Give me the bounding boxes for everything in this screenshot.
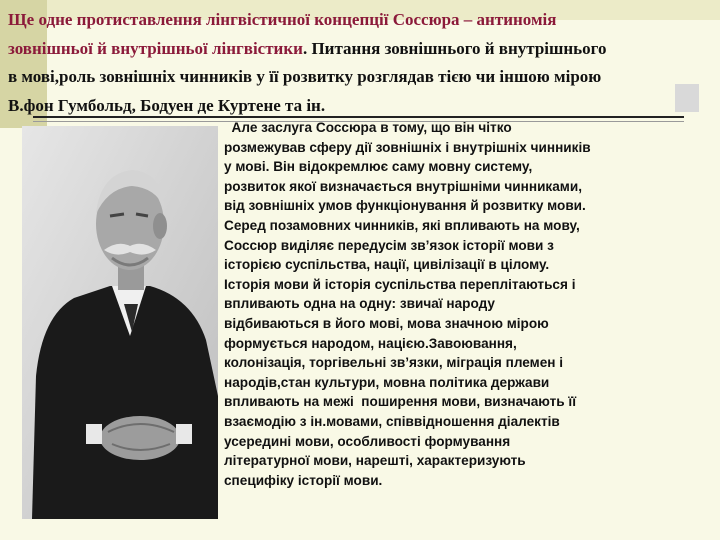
heading-rest-line-1: в мові,роль зовнішніх чинників у її розвитку розглядав тією чи іншою мірою <box>8 67 602 86</box>
heading-accent-tail: . <box>302 38 308 58</box>
body-line: Серед позамовних чинників, які впливають на мову, <box>224 217 580 233</box>
heading-rest-first: Питання зовнішнього й внутрішнього <box>307 38 607 58</box>
body-line: розвиток якої визначається внутрішніми чинниками, <box>224 178 582 194</box>
body-line: впливають одна на одну: звичаї народу <box>224 296 495 312</box>
body-line: Історія мови й історія суспільства переплітаються і <box>224 276 576 292</box>
body-line: відбиваються в його мові, мова значною мірою <box>224 315 549 331</box>
heading-rest-line-2: В.фон Гумбольд, Бодуен де Куртене та ін. <box>8 95 326 115</box>
body-line: Соссюр виділяє передусім зв’язок історії мови з <box>224 237 554 253</box>
portrait-photo <box>22 126 218 519</box>
body-paragraph <box>224 118 716 490</box>
body-line: Але заслуга Соссюра в тому, що він чітко <box>224 120 512 135</box>
heading-accent-line-1: Ще одне протиставлення лінгвістичної концепції Соссюра – антиномія <box>8 10 557 29</box>
body-line: взаємодію з ін.мовами, співвідношення діалектів <box>224 413 560 429</box>
body-line: історією суспільства, нації, цивілізації в цілому. <box>224 257 550 273</box>
heading-accent-line-2: зовнішньої й внутрішньої лінгвістики <box>8 38 303 58</box>
body-line: впливають на межі поширення мови, визначають її <box>224 394 577 410</box>
body-line: специфіку історії мови. <box>224 472 383 488</box>
slide-heading <box>8 6 714 120</box>
body-line: розмежував сферу дії зовнішніх і внутрішніх чинників <box>224 139 591 155</box>
body-line: у мові. Він відокремлює саму мовну систему, <box>224 159 533 175</box>
body-line: від зовнішніх умов функціонування й розвитку мови. <box>224 198 586 214</box>
body-line: усередині мови, особливості формування <box>224 433 511 449</box>
body-line: колонізація, торгівельні зв’язки, міграція племен і <box>224 355 564 371</box>
body-line: літературної мови, нарешті, характеризують <box>224 453 526 469</box>
body-line: формується народом, нацією.Завоювання, <box>224 335 517 351</box>
body-line: народів,стан культури, мовна політика держави <box>224 374 550 390</box>
